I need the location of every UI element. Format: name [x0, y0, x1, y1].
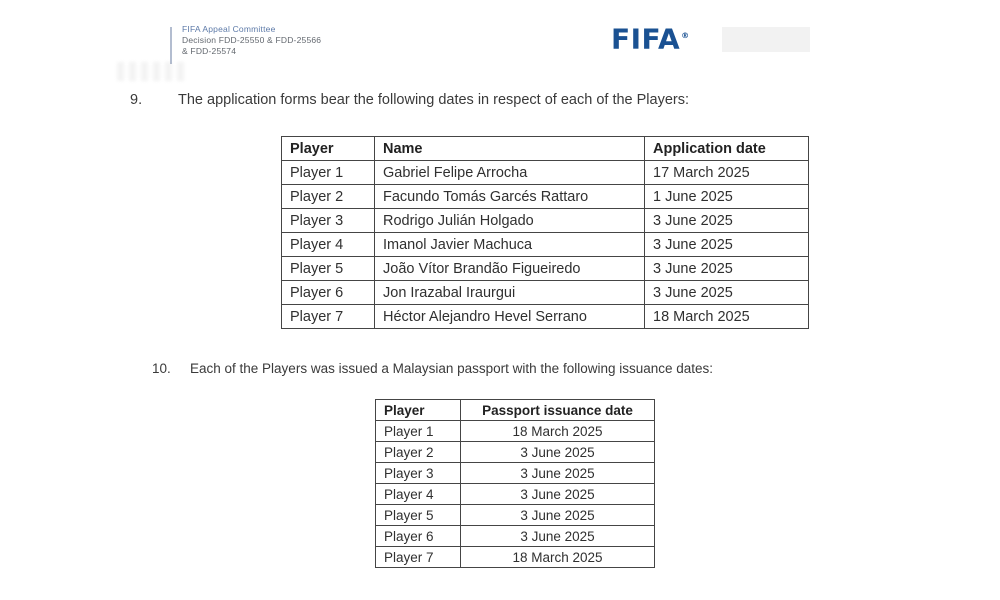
table-cell: 1 June 2025 — [645, 185, 809, 209]
table-row — [282, 185, 809, 209]
decision-reference-line1: Decision FDD-25550 & FDD-25566 — [182, 35, 322, 45]
table-cell: Player 5 — [376, 505, 461, 526]
table-header-row — [376, 400, 655, 421]
table-cell: Jon Irazabal Iraurgui — [375, 281, 645, 305]
table-row — [282, 305, 809, 329]
paragraph-9 — [130, 92, 689, 108]
paragraph-10-number: 10. — [152, 361, 171, 376]
table-cell: 18 March 2025 — [461, 547, 655, 568]
table-cell: Player 2 — [282, 185, 375, 209]
table-cell: 18 March 2025 — [645, 305, 809, 329]
paragraph-10-text: Each of the Players was issued a Malaysian passport with the following issuance dates: — [190, 361, 714, 376]
committee-name: FIFA Appeal Committee — [182, 24, 276, 34]
table-row — [376, 484, 655, 505]
table-cell: Player 6 — [376, 526, 461, 547]
table-row — [376, 505, 655, 526]
table-cell: 18 March 2025 — [461, 421, 655, 442]
table-row — [376, 463, 655, 484]
table-row — [376, 526, 655, 547]
fifa-logo-text: FIFA — [611, 22, 681, 56]
column-header: Passport issuance date — [461, 400, 655, 421]
table-cell: Player 7 — [282, 305, 375, 329]
faint-artifact — [117, 62, 189, 81]
column-header: Application date — [645, 137, 809, 161]
decision-reference-line2: & FDD-25574 — [182, 46, 237, 56]
table-cell: Héctor Alejandro Hevel Serrano — [375, 305, 645, 329]
table-cell: Player 3 — [282, 209, 375, 233]
header-divider-line — [170, 27, 172, 64]
table-cell: Player 6 — [282, 281, 375, 305]
registered-trademark-icon: ® — [681, 31, 690, 40]
column-header: Player — [282, 137, 375, 161]
table-cell: Rodrigo Julián Holgado — [375, 209, 645, 233]
table-cell: 3 June 2025 — [461, 484, 655, 505]
table-row — [282, 281, 809, 305]
table-row — [282, 233, 809, 257]
table-cell: 3 June 2025 — [461, 442, 655, 463]
table-cell: Facundo Tomás Garcés Rattaro — [375, 185, 645, 209]
table-cell: 3 June 2025 — [645, 281, 809, 305]
table-row — [282, 209, 809, 233]
table-cell: Player 2 — [376, 442, 461, 463]
table-cell: Player 3 — [376, 463, 461, 484]
table-cell: Player 5 — [282, 257, 375, 281]
application-dates-table — [281, 136, 809, 329]
table-cell: Player 4 — [376, 484, 461, 505]
column-header: Name — [375, 137, 645, 161]
document-header — [182, 24, 321, 57]
table-cell: 3 June 2025 — [461, 463, 655, 484]
table-row — [282, 161, 809, 185]
table-row — [376, 421, 655, 442]
fifa-logo — [611, 21, 690, 54]
table-cell: Player 1 — [282, 161, 375, 185]
table-row — [282, 257, 809, 281]
table-cell: 3 June 2025 — [645, 209, 809, 233]
column-header: Player — [376, 400, 461, 421]
table-cell: 17 March 2025 — [645, 161, 809, 185]
paragraph-9-text: The application forms bear the following dates in respect of each of the Players: — [178, 92, 690, 108]
table-header-row — [282, 137, 809, 161]
table-cell: Player 7 — [376, 547, 461, 568]
table-cell: Player 1 — [376, 421, 461, 442]
table-cell: 3 June 2025 — [461, 526, 655, 547]
table-cell: Player 4 — [282, 233, 375, 257]
redacted-box — [722, 27, 810, 52]
table-cell: 3 June 2025 — [645, 257, 809, 281]
table-cell: Imanol Javier Machuca — [375, 233, 645, 257]
paragraph-10 — [152, 361, 713, 376]
table-row — [376, 442, 655, 463]
passport-issuance-table — [375, 399, 655, 568]
paragraph-9-number: 9. — [130, 92, 143, 108]
table-cell: Gabriel Felipe Arrocha — [375, 161, 645, 185]
table-row — [376, 547, 655, 568]
table-cell: João Vítor Brandão Figueiredo — [375, 257, 645, 281]
table-cell: 3 June 2025 — [461, 505, 655, 526]
table-cell: 3 June 2025 — [645, 233, 809, 257]
